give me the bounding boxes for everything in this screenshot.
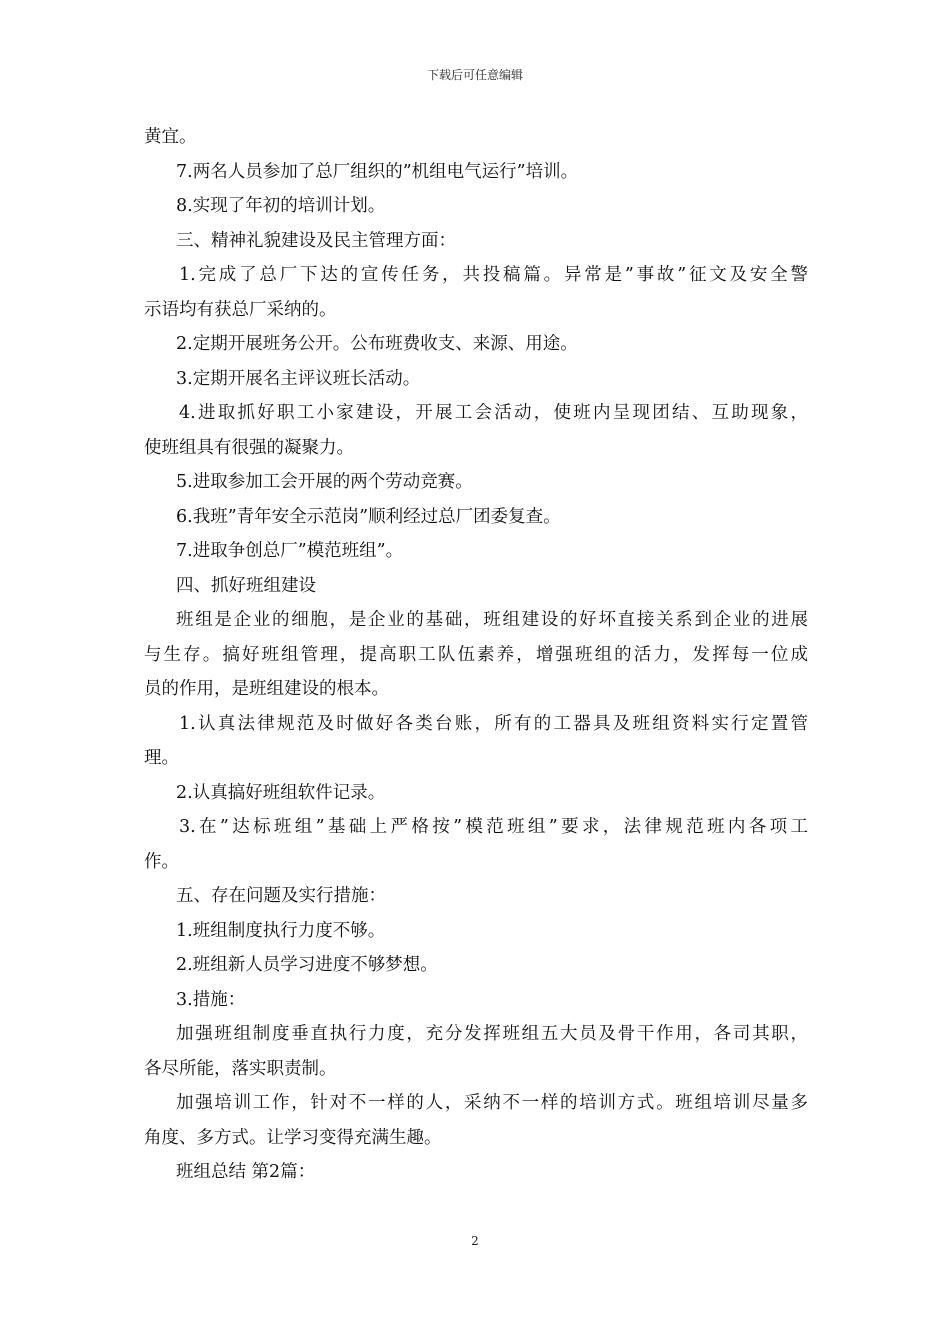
list-item: 7.两名人员参加了总厂组织的”机组电气运行”培训。	[176, 161, 579, 182]
list-item: 2.班组新人员学习进度不够梦想。	[176, 955, 438, 975]
text-line: 黄宜。	[144, 127, 197, 147]
text-line: 理。	[144, 748, 179, 768]
list-item: 2.认真搞好班组软件记录。	[176, 782, 386, 803]
list-item: 7.进取争创总厂”模范班组”。	[176, 541, 404, 561]
list-item: 1.认真法律规范及时做好各类台账，所有的工器具及班组资料实行定置管	[179, 713, 808, 734]
paragraph-line: 各尽所能，落实职责制。	[144, 1058, 337, 1079]
page-header: 下载后可任意编辑	[426, 68, 523, 82]
text-line: 作。	[144, 851, 179, 872]
paragraph-line: 加强班组制度垂直执行力度，充分发挥班组五大员及骨干作用，各司其职，	[176, 1024, 808, 1044]
paragraph-line: 员的作用，是班组建设的根本。	[144, 679, 389, 699]
section-heading: 三、精神礼貌建设及民主管理方面：	[176, 230, 456, 251]
text-line: 使班组具有很强的凝聚力。	[144, 437, 354, 458]
section-heading: 班组总结 第2篇：	[176, 1162, 316, 1182]
paragraph-line: 角度、多方式。让学习变得充满生趣。	[144, 1127, 442, 1148]
list-item: 1.班组制度执行力度不够。	[176, 920, 386, 941]
list-item: 2.定期开展班务公开。公布班费收支、来源、用途。	[176, 334, 578, 354]
paragraph-line: 班组是企业的细胞，是企业的基础，班组建设的好坏直接关系到企业的进展	[176, 610, 808, 630]
paragraph-line: 与生存。搞好班组管理，提高职工队伍素养，增强班组的活力，发挥每一位成	[144, 644, 808, 665]
list-item: 1.完成了总厂下达的宣传任务，共投稿篇。异常是”事故”征文及安全警	[179, 265, 808, 285]
list-item: 3.在”达标班组”基础上严格按”模范班组”要求，法律规范班内各项工	[179, 817, 808, 837]
list-item: 5.进取参加工会开展的两个劳动竞赛。	[176, 472, 473, 492]
list-item: 3.定期开展名主评议班长活动。	[176, 368, 421, 389]
section-heading: 五、存在问题及实行措施：	[176, 886, 386, 906]
list-item: 8.实现了年初的培训计划。	[176, 196, 386, 216]
list-item: 4.进取抓好职工小家建设，开展工会活动，使班内呈现团结、互助现象，	[179, 403, 808, 423]
text-line: 示语均有获总厂采纳的。	[144, 299, 337, 320]
document-body	[144, 120, 808, 1190]
list-item: 3.措施：	[176, 989, 246, 1010]
page-number: 2	[471, 1234, 479, 1248]
list-item: 6.我班”青年安全示范岗”顺利经过总厂团委复查。	[176, 506, 561, 527]
paragraph-line: 加强培训工作，针对不一样的人，采纳不一样的培训方式。班组培训尽量多	[176, 1093, 808, 1113]
section-heading: 四、抓好班组建设	[176, 575, 316, 596]
